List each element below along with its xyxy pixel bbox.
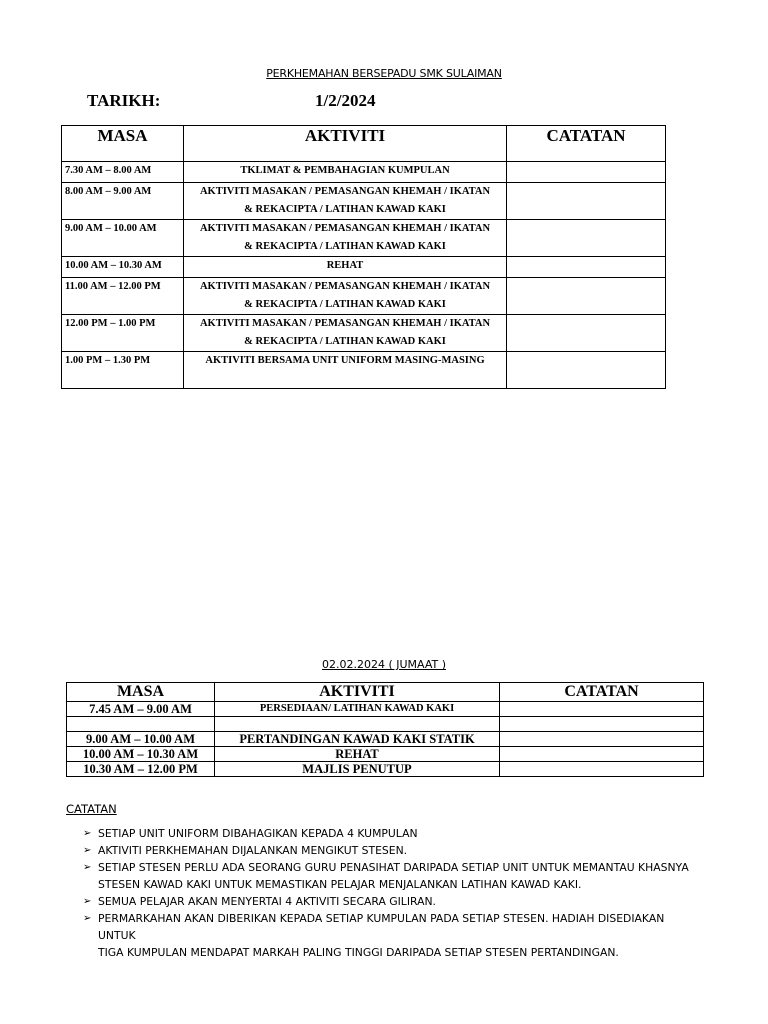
note-line: SEMUA PELAJAR AKAN MENYERTAI 4 AKTIVITI SECARA GILIRAN. <box>98 895 436 908</box>
table-row <box>67 702 704 717</box>
masa-cell: 10.00 AM – 10.30 AM <box>67 747 215 762</box>
date-value: 1/2/2024 <box>315 91 376 110</box>
aktiviti-cell <box>184 352 507 389</box>
masa-cell <box>67 717 215 732</box>
note-line: SETIAP UNIT UNIFORM DIBAHAGIKAN KEPADA 4 KUMPULAN <box>98 827 418 840</box>
masa-cell: 7.45 AM – 9.00 AM <box>67 702 215 717</box>
catatan-cell <box>500 747 704 762</box>
note-line: AKTIVITI PERKHEMAHAN DIJALANKAN MENGIKUT STESEN. <box>98 844 408 857</box>
document-title: PERKHEMAHAN BERSEPADU SMK SULAIMAN <box>266 67 502 80</box>
note-line: SETIAP STESEN PERLU ADA SEORANG GURU PENASIHAT DARIPADA SETIAP UNIT UNTUK MEMANTAU KHASNYA <box>98 861 689 874</box>
table-row <box>62 278 666 315</box>
aktiviti-line: AKTIVITI MASAKAN / PEMASANGAN KHEMAH / IKATAN <box>199 281 491 292</box>
header-aktiviti: AKTIVITI <box>184 126 507 162</box>
catatan-cell <box>507 352 666 389</box>
aktiviti-line: & REKACIPTA / LATIHAN KAWAD KAKI <box>244 299 446 310</box>
note-line: PERMARKAHAN AKAN DIBERIKAN KEPADA SETIAP KUMPULAN PADA SETIAP STESEN. HADIAH DISEDIAKAN UNTUK <box>98 912 665 942</box>
catatan-cell <box>507 278 666 315</box>
table-header-row <box>67 683 704 702</box>
date-label: TARIKH: <box>87 91 161 110</box>
schedule-table-day2 <box>66 682 704 777</box>
aktiviti-cell <box>184 183 507 220</box>
aktiviti-cell: PERSEDIAAN/ LATIHAN KAWAD KAKI <box>215 702 500 717</box>
note-item <box>83 893 703 910</box>
table-row <box>62 257 666 278</box>
schedule-table-day1 <box>61 125 666 389</box>
table-row <box>62 183 666 220</box>
aktiviti-cell: PERTANDINGAN KAWAD KAKI STATIK <box>215 732 500 747</box>
header-catatan: CATATAN <box>500 683 704 702</box>
aktiviti-line: & REKACIPTA / LATIHAN KAWAD KAKI <box>244 241 446 252</box>
catatan-cell <box>507 183 666 220</box>
arrowhead-bullet-icon: ➢ <box>83 862 92 873</box>
catatan-cell <box>500 702 704 717</box>
aktiviti-line: & REKACIPTA / LATIHAN KAWAD KAKI <box>244 336 446 347</box>
aktiviti-cell: REHAT <box>215 747 500 762</box>
table-header-row <box>62 126 666 162</box>
masa-cell: 1.00 PM – 1.30 PM <box>62 352 184 389</box>
masa-cell: 9.00 AM – 10.00 AM <box>67 732 215 747</box>
section-title-day2: 02.02.2024 ( JUMAAT ) <box>321 658 447 671</box>
aktiviti-line: AKTIVITI MASAKAN / PEMASANGAN KHEMAH / IKATAN <box>199 186 491 197</box>
aktiviti-cell <box>184 315 507 352</box>
masa-cell: 11.00 AM – 12.00 PM <box>62 278 184 315</box>
header-masa: MASA <box>62 126 184 162</box>
table-row <box>67 762 704 777</box>
aktiviti-cell <box>184 257 507 278</box>
notes-list <box>83 825 703 961</box>
note-line: TIGA KUMPULAN MENDAPAT MARKAH PALING TINGGI DARIPADA SETIAP STESEN PERTANDINGAN. <box>98 946 619 959</box>
aktiviti-line: AKTIVITI MASAKAN / PEMASANGAN KHEMAH / IKATAN <box>199 318 491 329</box>
aktiviti-line: REHAT <box>326 260 364 271</box>
aktiviti-cell <box>215 717 500 732</box>
aktiviti-line: TKLIMAT & PEMBAHAGIAN KUMPULAN <box>240 165 450 176</box>
table-row <box>62 220 666 257</box>
masa-cell: 8.00 AM – 9.00 AM <box>62 183 184 220</box>
catatan-cell <box>500 732 704 747</box>
catatan-cell <box>507 162 666 183</box>
masa-cell: 10.00 AM – 10.30 AM <box>62 257 184 278</box>
table-row <box>67 732 704 747</box>
notes-heading: CATATAN <box>66 802 117 816</box>
aktiviti-line: & REKACIPTA / LATIHAN KAWAD KAKI <box>244 204 446 215</box>
aktiviti-line: AKTIVITI BERSAMA UNIT UNIFORM MASING-MASING <box>205 355 485 366</box>
arrowhead-bullet-icon: ➢ <box>83 828 92 839</box>
catatan-cell <box>507 257 666 278</box>
header-aktiviti: AKTIVITI <box>215 683 500 702</box>
catatan-cell <box>507 315 666 352</box>
note-item <box>83 910 703 961</box>
aktiviti-cell <box>184 220 507 257</box>
arrowhead-bullet-icon: ➢ <box>83 896 92 907</box>
masa-cell: 12.00 PM – 1.00 PM <box>62 315 184 352</box>
header-masa: MASA <box>67 683 215 702</box>
note-item <box>83 859 703 893</box>
aktiviti-line: AKTIVITI MASAKAN / PEMASANGAN KHEMAH / IKATAN <box>199 223 491 234</box>
table-row <box>62 352 666 389</box>
catatan-cell <box>500 762 704 777</box>
aktiviti-cell <box>184 278 507 315</box>
table-row <box>62 162 666 183</box>
table-row <box>62 315 666 352</box>
catatan-cell <box>500 717 704 732</box>
masa-cell: 7.30 AM – 8.00 AM <box>62 162 184 183</box>
arrowhead-bullet-icon: ➢ <box>83 845 92 856</box>
note-item <box>83 825 703 842</box>
masa-cell: 10.30 AM – 12.00 PM <box>67 762 215 777</box>
header-catatan: CATATAN <box>507 126 666 162</box>
catatan-cell <box>507 220 666 257</box>
table-row <box>67 747 704 762</box>
aktiviti-cell <box>184 162 507 183</box>
masa-cell: 9.00 AM – 10.00 AM <box>62 220 184 257</box>
note-line: STESEN KAWAD KAKI UNTUK MEMASTIKAN PELAJAR MENJALANKAN LATIHAN KAWAD KAKI. <box>98 878 582 891</box>
arrowhead-bullet-icon: ➢ <box>83 913 92 924</box>
note-item <box>83 842 703 859</box>
table-row <box>67 717 704 732</box>
aktiviti-cell: MAJLIS PENUTUP <box>215 762 500 777</box>
